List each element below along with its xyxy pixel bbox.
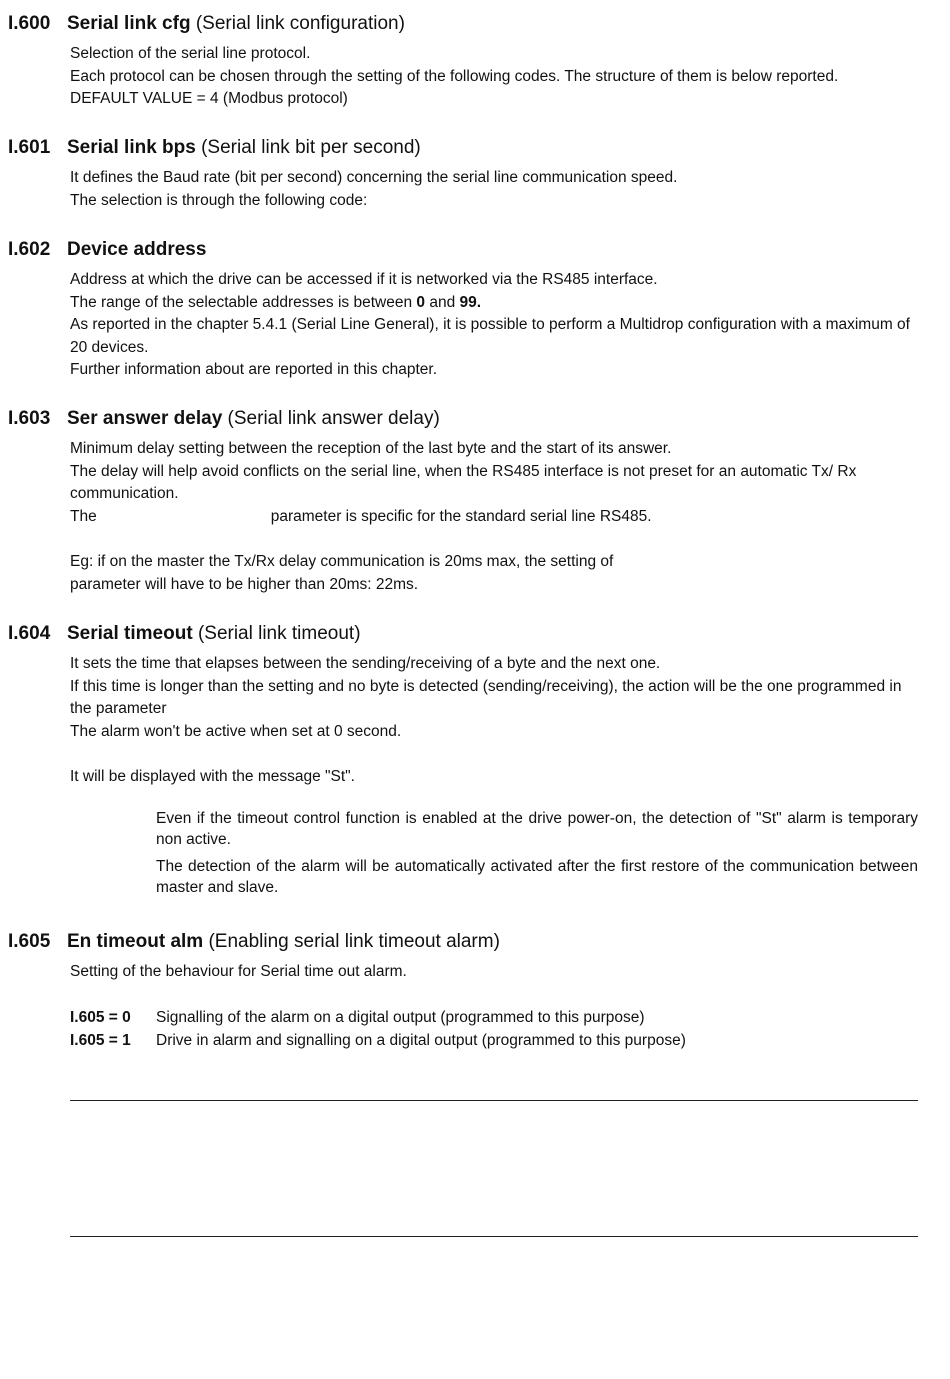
section-header [0, 930, 950, 954]
param-description: (Serial link configuration) [195, 13, 405, 34]
section-header [0, 12, 950, 36]
option-key: I.605 = 0 [70, 1009, 131, 1027]
section-i603 [0, 407, 950, 596]
param-title [67, 238, 206, 262]
section-header [0, 136, 950, 160]
body-line: Setting of the behaviour for Serial time out alarm. [70, 963, 407, 980]
section-header [0, 238, 950, 262]
param-title [67, 136, 421, 160]
param-title [67, 12, 405, 36]
note-line: Even if the timeout control function is enabled at the drive power-on, the detection of "St" alarm is temporary non active. [156, 809, 918, 849]
body-line: It sets the time that elapses between the sending/receiving of a byte and the next one. [70, 655, 661, 672]
section-header [0, 622, 950, 646]
param-description: (Serial link bit per second) [201, 137, 421, 158]
section-i605 [0, 930, 950, 1052]
param-name: Serial link bps [67, 137, 196, 158]
range-and: and [429, 293, 456, 311]
body-line: Eg: if on the master the Tx/Rx delay communication is 20ms max, the setting of [70, 552, 614, 570]
line-suffix: parameter is specific for the standard serial line RS485. [270, 507, 652, 525]
body-line: It will be displayed with the message "St". [70, 767, 355, 785]
section-body [70, 438, 920, 596]
option-text: Drive in alarm and signalling on a digital output (programmed to this purpose) [156, 1032, 686, 1050]
param-code: I.603 [8, 408, 51, 429]
param-name: En timeout alm [67, 931, 204, 952]
param-code: I.604 [8, 623, 51, 644]
section-body [70, 269, 920, 382]
param-name: Ser answer delay [67, 408, 223, 429]
section-body [70, 961, 920, 1052]
section-i602 [0, 238, 950, 382]
param-title [67, 930, 500, 954]
body-line: Each protocol can be chosen through the setting of the following codes. The structure of them is below reported. [70, 67, 839, 85]
body-line: The alarm won't be active when set at 0 second. [70, 722, 402, 740]
body-line: Further information about are reported in this chapter. [70, 361, 438, 379]
param-title [67, 622, 361, 646]
body-line: The selection is through the following code: [70, 191, 368, 209]
range-max: 99. [459, 293, 482, 311]
body-line: As reported in the chapter 5.4.1 (Serial Line General), it is possible to perform a Multidrop configuration with a maximum of 20 devices. [70, 316, 910, 356]
note-line: The detection of the alarm will be automatically activated after the first restore of the communication between master and slave. [156, 857, 918, 897]
divider-line [70, 1100, 918, 1101]
body-line-rs485 [70, 506, 920, 529]
body-line-range [70, 292, 920, 315]
param-name: Serial timeout [67, 623, 193, 644]
section-body [70, 43, 920, 111]
section-i600 [0, 12, 950, 111]
option-key: I.605 = 1 [70, 1032, 131, 1050]
range-min: 0 [416, 293, 426, 311]
line-prefix: The [70, 507, 97, 525]
body-line: Minimum delay setting between the reception of the last byte and the start of its answer. [70, 440, 672, 457]
body-line: parameter will have to be higher than 20ms: 22ms. [70, 575, 419, 593]
param-code: I.602 [8, 239, 51, 260]
param-description: (Serial link answer delay) [227, 408, 440, 429]
divider-line [70, 1236, 918, 1237]
body-line: If this time is longer than the setting and no byte is detected (sending/receiving), the action will be the one programmed in the parameter [70, 677, 902, 718]
body-line: Address at which the drive can be accessed if it is networked via the RS485 interface. [70, 271, 658, 288]
section-body [70, 167, 920, 212]
option-row [70, 1029, 920, 1052]
body-line: It defines the Baud rate (bit per second) concerning the serial line communication speed. [70, 169, 678, 186]
param-description: (Enabling serial link timeout alarm) [208, 931, 500, 952]
param-description: (Serial link timeout) [197, 623, 361, 644]
range-text: The range of the selectable addresses is between [70, 293, 413, 311]
body-line: Selection of the serial line protocol. [70, 45, 311, 62]
section-i601 [0, 136, 950, 212]
note-block [156, 808, 918, 899]
option-row [70, 1006, 920, 1029]
option-text: Signalling of the alarm on a digital output (programmed to this purpose) [156, 1009, 645, 1027]
param-name: Device address [67, 239, 207, 260]
param-name: Serial link cfg [67, 13, 191, 34]
section-body [70, 653, 920, 789]
body-line: The delay will help avoid conflicts on the serial line, when the RS485 interface is not preset for an automatic Tx/ Rx communication. [70, 462, 857, 503]
param-code: I.600 [8, 13, 51, 34]
section-i604 [0, 622, 950, 904]
param-code: I.601 [8, 137, 51, 158]
param-code: I.605 [8, 931, 51, 952]
section-header [0, 407, 950, 431]
body-line: DEFAULT VALUE = 4 (Modbus protocol) [70, 90, 348, 108]
param-title [67, 407, 440, 431]
